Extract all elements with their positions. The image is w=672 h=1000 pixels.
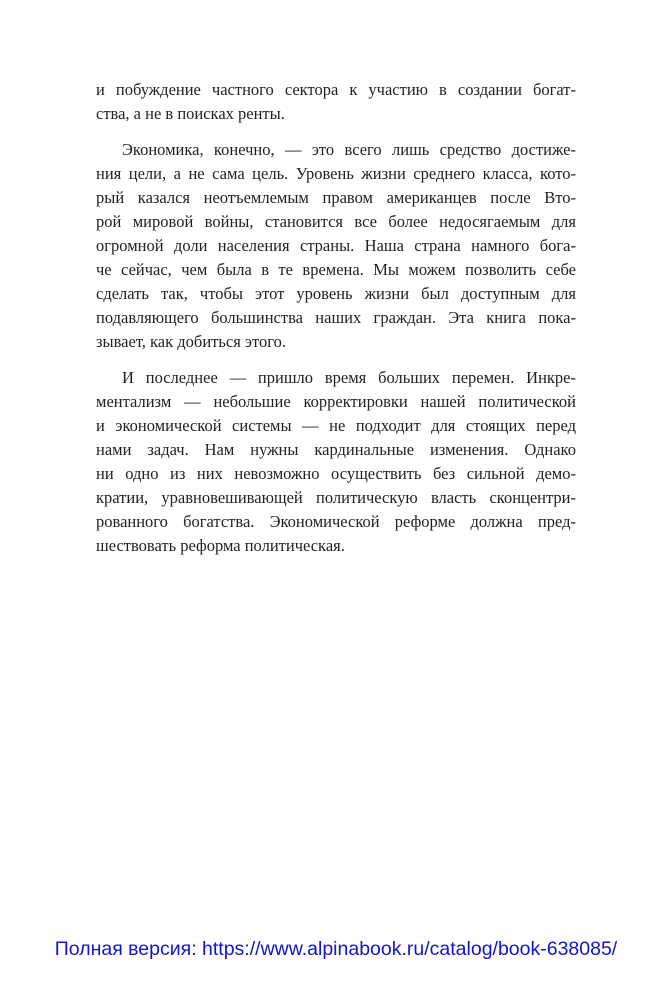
text-line: че сейчас, чем была в те времена. Мы можем позволить себе [96, 260, 576, 279]
text-line: Экономика, конечно, — это всего лишь средство достиже- [122, 140, 576, 159]
book-page-text [96, 78, 576, 558]
text-line: ства, а не в поисках ренты. [96, 104, 285, 123]
text-line: зывает, как добиться этого. [96, 332, 286, 351]
paragraph-2 [96, 138, 576, 354]
text-line: и экономической системы — не подходит для стоящих перед [96, 416, 576, 435]
text-line: ментализм — небольшие корректировки нашей политической [96, 392, 576, 411]
text-line: шествовать реформа политическая. [96, 536, 345, 555]
text-line: рой мировой войны, становится все более недосягаемым для [96, 212, 576, 231]
paragraph-1 [96, 78, 576, 126]
text-line: рованного богатства. Экономической реформе должна пред- [96, 512, 576, 531]
text-line: и побуждение частного сектора к участию в создании богат- [96, 80, 576, 99]
text-line: ния цели, а не сама цель. Уровень жизни среднего класса, кото- [96, 164, 576, 183]
text-line: нами задач. Нам нужны кардинальные изменения. Однако [96, 440, 576, 459]
text-line: И последнее — пришло время больших перемен. Инкре- [122, 368, 576, 387]
text-line: огромной доли населения страны. Наша страна намного бога- [96, 236, 576, 255]
text-line: кратии, уравновешивающей политическую власть сконцентри- [96, 488, 576, 507]
text-line: сделать так, чтобы этот уровень жизни был доступным для [96, 284, 576, 303]
paragraph-3 [96, 366, 576, 558]
text-line: рый казался неотъемлемым правом американцев после Вто- [96, 188, 576, 207]
full-version-link[interactable]: Полная версия: https://www.alpinabook.ru/catalog/book-638085/ [54, 938, 618, 960]
text-line: ни одно из них невозможно осуществить без сильной демо- [96, 464, 576, 483]
text-line: подавляющего большинства наших граждан. Эта книга пока- [96, 308, 576, 327]
